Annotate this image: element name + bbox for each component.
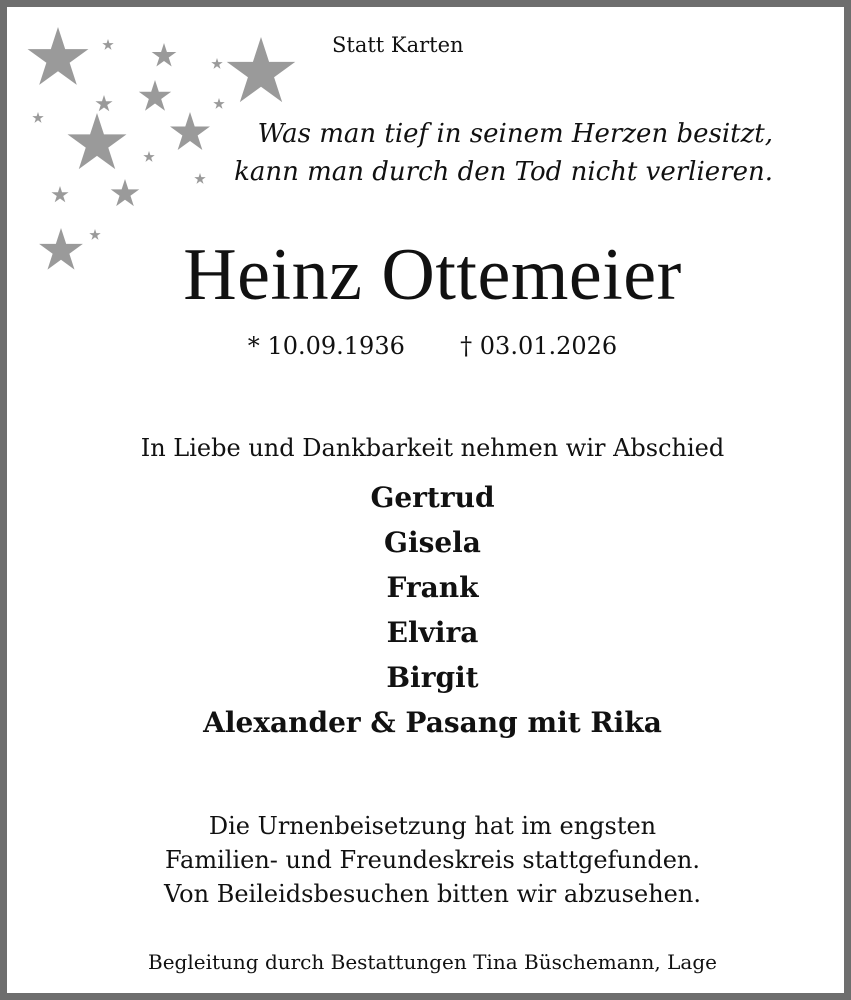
mourner-name: Elvira (386, 616, 479, 649)
star-icon (51, 186, 68, 202)
statt-karten-label: Statt Karten (332, 33, 464, 57)
birth-date: 10.09.1936 (267, 332, 405, 360)
deceased-name: Heinz Ottemeier (183, 234, 682, 316)
star-icon (102, 39, 113, 50)
notice-line: Die Urnenbeisetzung hat im engsten (208, 812, 657, 840)
birth-symbol: * (247, 332, 260, 360)
star-icon (143, 151, 154, 162)
death-date: 03.01.2026 (479, 332, 618, 360)
star-icon (139, 80, 171, 111)
quote-line: kann man durch den Tod nicht verlieren. (234, 157, 773, 187)
life-dates (7, 332, 851, 360)
notice-line: Von Beileidsbesuchen bitten wir abzusehen. (164, 880, 701, 908)
quote-line: Was man tief in seinem Herzen besitzt, (257, 119, 773, 149)
star-icon (194, 173, 205, 184)
star-icon (213, 98, 224, 109)
burial-notice (7, 809, 851, 911)
farewell-text: In Liebe und Dankbarkeit nehmen wir Abschied (140, 434, 725, 462)
quote (234, 115, 773, 191)
mourners-list (7, 475, 851, 745)
notice-line: Familien- und Freundeskreis stattgefunden. (165, 846, 700, 874)
mourner-name: Frank (386, 571, 479, 604)
star-icon (170, 112, 210, 150)
mourner-name: Gisela (384, 526, 481, 559)
star-icon (211, 58, 222, 69)
funeral-home-footer: Begleitung durch Bestattungen Tina Büschemann, Lage (148, 950, 717, 974)
star-icon (32, 112, 43, 123)
star-icon (111, 179, 140, 206)
star-icon (152, 43, 177, 67)
mourner-name: Birgit (386, 661, 479, 694)
star-icon (227, 37, 295, 102)
mourner-name: Alexander & Pasang mit Rika (203, 706, 662, 739)
mourner-name: Gertrud (370, 481, 495, 514)
star-icon (68, 113, 127, 169)
star-icon (95, 95, 112, 111)
death-cross-icon: † (460, 332, 473, 360)
star-icon (28, 27, 89, 85)
